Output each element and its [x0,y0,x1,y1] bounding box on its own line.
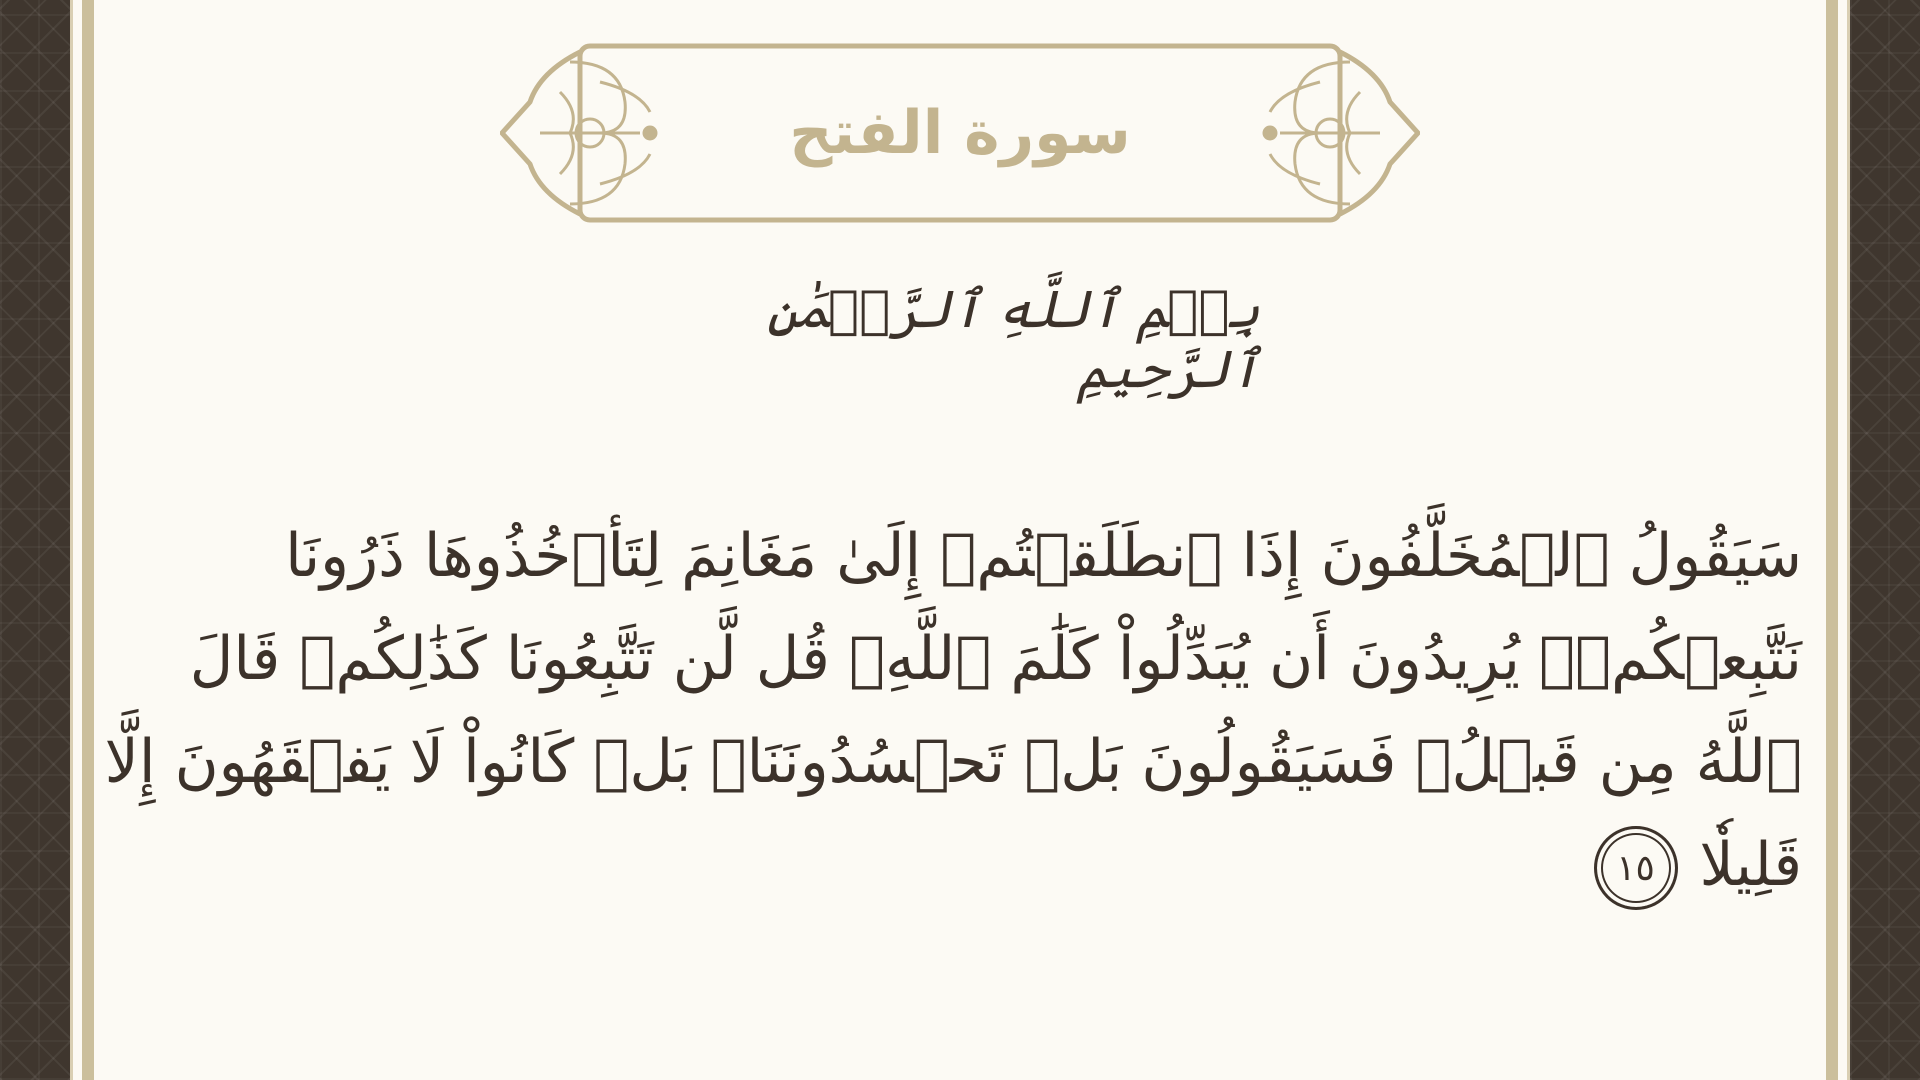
right-pattern-border [1850,0,1920,1080]
ayah-number-marker: ١٥ [1594,826,1678,910]
verse-text-block [104,505,1802,917]
surah-title: سورة الفتح [789,98,1131,168]
verse-line-3: ٱللَّهُ مِن قَبۡلُۖ فَسَيَقُولُونَ بَلۡ تَحۡسُدُونَنَاۚ بَلۡ كَانُواْ لَا يَفۡقَهُونَ إِلَّا [104,727,1802,797]
right-inner-line [1847,0,1850,1080]
verse-line-4-text: قَلِيلٗا [1699,830,1802,900]
left-pattern-border [0,0,70,1080]
verse-line-1: سَيَقُولُ ٱلۡمُخَلَّفُونَ إِذَا ٱنطَلَقۡتُمۡ إِلَىٰ مَغَانِمَ لِتَأۡخُذُوهَا ذَرُونَا [285,521,1802,591]
right-gold-rule [1826,0,1838,1080]
left-gold-rule [82,0,94,1080]
basmala-calligraphy: بِسۡمِ ٱللَّهِ ٱلرَّحۡمَٰنِ ٱلرَّحِيمِ [766,280,1260,400]
verse-line-4 [330,814,1802,917]
verse-line-2: نَتَّبِعۡكُمۡۖ يُرِيدُونَ أَن يُبَدِّلُواْ كَلَٰمَ ٱللَّهِۚ قُل لَّن تَتَّبِعُونَا كَذَٰلِكُمۡ قَالَ [189,624,1802,694]
surah-banner [500,42,1420,224]
left-inner-line [70,0,73,1080]
